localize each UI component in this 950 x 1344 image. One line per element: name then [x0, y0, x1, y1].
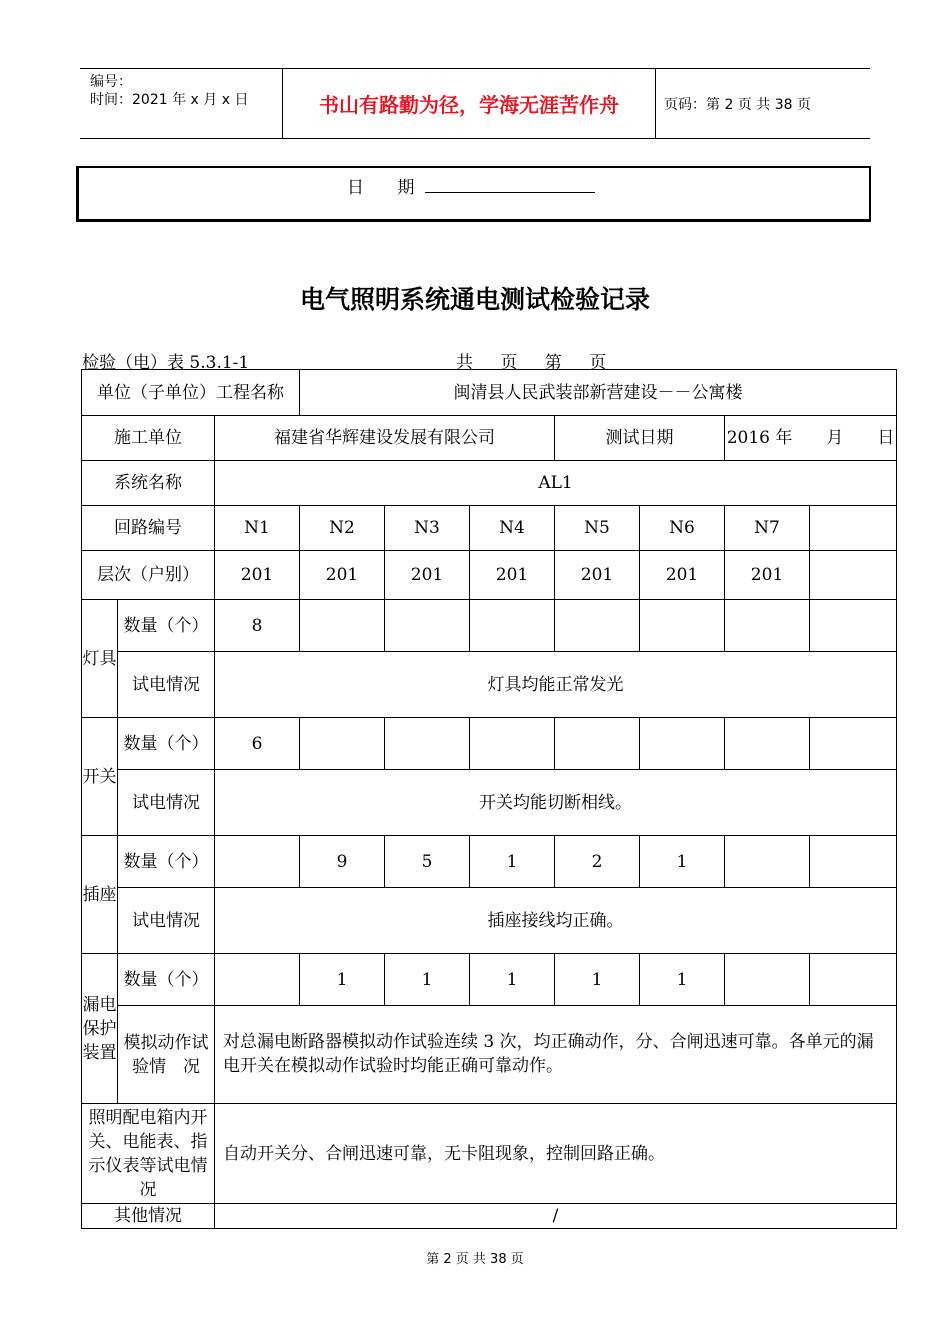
table-row — [82, 461, 897, 506]
qty-cell: 1 — [470, 836, 555, 888]
table-row — [82, 836, 897, 888]
qty-cell: 1 — [385, 954, 470, 1006]
table-row — [82, 652, 897, 718]
socket-label: 插座 — [82, 836, 118, 954]
table-row — [82, 1006, 897, 1104]
floor-cell: 201 — [300, 551, 385, 600]
rcd-result: 对总漏电断路器模拟动作试验连续 3 次，均正确动作，分、合闸迅速可靠。各单元的漏电开关在模拟动作试验时均能正确可靠动作。 — [215, 1006, 897, 1104]
table-row — [82, 370, 897, 416]
floor-cell: 201 — [470, 551, 555, 600]
switch-label: 开关 — [82, 718, 118, 836]
code-label: 编号： — [90, 74, 132, 90]
qty-cell — [725, 954, 810, 1006]
floor-cell: 201 — [640, 551, 725, 600]
motto: 书山有路勤为径，学海无涯苦作舟 — [282, 69, 656, 138]
test-date-label: 测试日期 — [555, 416, 725, 461]
other-label: 其他情况 — [82, 1204, 215, 1229]
table-row — [82, 954, 897, 1006]
qty-cell — [470, 718, 555, 770]
qty-cell: 1 — [470, 954, 555, 1006]
qty-cell — [215, 954, 300, 1006]
table-row — [82, 416, 897, 461]
qty-cell: 5 — [385, 836, 470, 888]
table-row — [82, 506, 897, 551]
circuit-cell: N2 — [300, 506, 385, 551]
qty-cell — [725, 718, 810, 770]
qty-label: 数量（个） — [118, 718, 215, 770]
floor-cell: 201 — [725, 551, 810, 600]
switch-result: 开关均能切断相线。 — [215, 770, 897, 836]
qty-cell — [810, 836, 897, 888]
page-header — [80, 68, 870, 139]
qty-label: 数量（个） — [118, 954, 215, 1006]
constructor-label: 施工单位 — [82, 416, 215, 461]
qty-cell: 9 — [300, 836, 385, 888]
qty-cell — [300, 718, 385, 770]
system-value: AL1 — [215, 461, 897, 506]
qty-cell — [555, 718, 640, 770]
circuit-cell: N1 — [215, 506, 300, 551]
qty-cell — [810, 718, 897, 770]
qty-cell — [810, 954, 897, 1006]
qty-cell: 1 — [640, 954, 725, 1006]
date-box — [76, 166, 871, 222]
date-underline — [425, 192, 595, 193]
floor-cell — [810, 551, 897, 600]
qty-cell: 6 — [215, 718, 300, 770]
qty-cell — [725, 836, 810, 888]
document-title: 电气照明系统通电测试检验记录 — [299, 285, 650, 314]
socket-result: 插座接线均正确。 — [215, 888, 897, 954]
circuit-cell — [810, 506, 897, 551]
table-row — [82, 1204, 897, 1229]
table-row — [82, 1104, 897, 1204]
other-value: / — [215, 1204, 897, 1229]
qty-cell — [725, 600, 810, 652]
lamp-result: 灯具均能正常发光 — [215, 652, 897, 718]
test-label: 试电情况 — [118, 888, 215, 954]
qty-cell — [640, 600, 725, 652]
qty-cell — [385, 600, 470, 652]
qty-cell: 1 — [300, 954, 385, 1006]
circuit-cell: N5 — [555, 506, 640, 551]
circuit-cell: N6 — [640, 506, 725, 551]
circuit-cell: N7 — [725, 506, 810, 551]
header-meta — [80, 69, 280, 138]
table-row — [82, 551, 897, 600]
sim-test-label: 模拟动作试验情 况 — [118, 1006, 215, 1104]
table-row — [82, 600, 897, 652]
test-label: 试电情况 — [118, 770, 215, 836]
floor-cell: 201 — [215, 551, 300, 600]
system-label: 系统名称 — [82, 461, 215, 506]
qty-label: 数量（个） — [118, 600, 215, 652]
page-count: 共 页 第 页 — [456, 353, 607, 373]
test-label: 试电情况 — [118, 652, 215, 718]
floor-cell: 201 — [385, 551, 470, 600]
floor-label: 层次（户别） — [82, 551, 215, 600]
table-row — [82, 718, 897, 770]
panel-value: 自动开关分、合闸迅速可靠，无卡阻现象，控制回路正确。 — [215, 1104, 897, 1204]
constructor-value: 福建省华辉建设发展有限公司 — [215, 416, 555, 461]
table-row — [82, 888, 897, 954]
page-footer: 第 2 页 共 38 页 — [426, 1252, 524, 1267]
qty-cell — [385, 718, 470, 770]
qty-cell: 1 — [640, 836, 725, 888]
qty-cell — [215, 836, 300, 888]
qty-cell — [300, 600, 385, 652]
qty-cell — [555, 600, 640, 652]
qty-label: 数量（个） — [118, 836, 215, 888]
panel-label: 照明配电箱内开关、电能表、指示仪表等试电情况 — [82, 1104, 215, 1204]
date-label: 日 期 — [347, 178, 429, 198]
floor-cell: 201 — [555, 551, 640, 600]
project-value: 闽清县人民武装部新营建设－－公寓楼 — [300, 370, 897, 416]
circuit-label: 回路编号 — [82, 506, 215, 551]
circuit-cell: N4 — [470, 506, 555, 551]
form-number: 检验（电）表 5.3.1-1 — [82, 353, 250, 373]
inspection-table — [81, 369, 897, 1229]
qty-cell — [810, 600, 897, 652]
lamp-label: 灯具 — [82, 600, 118, 718]
project-label: 单位（子单位）工程名称 — [82, 370, 300, 416]
qty-cell — [470, 600, 555, 652]
circuit-cell: N3 — [385, 506, 470, 551]
table-row — [82, 770, 897, 836]
qty-cell: 1 — [555, 954, 640, 1006]
page-indicator: 页码：第 2 页 共 38 页 — [664, 96, 811, 113]
qty-cell: 8 — [215, 600, 300, 652]
test-date-value: 2016 年 月 日 — [725, 416, 897, 461]
rcd-label: 漏电保护装置 — [82, 954, 118, 1104]
qty-cell: 2 — [555, 836, 640, 888]
time-label: 时间：2021 年 x 月 x 日 — [90, 92, 249, 108]
qty-cell — [640, 718, 725, 770]
